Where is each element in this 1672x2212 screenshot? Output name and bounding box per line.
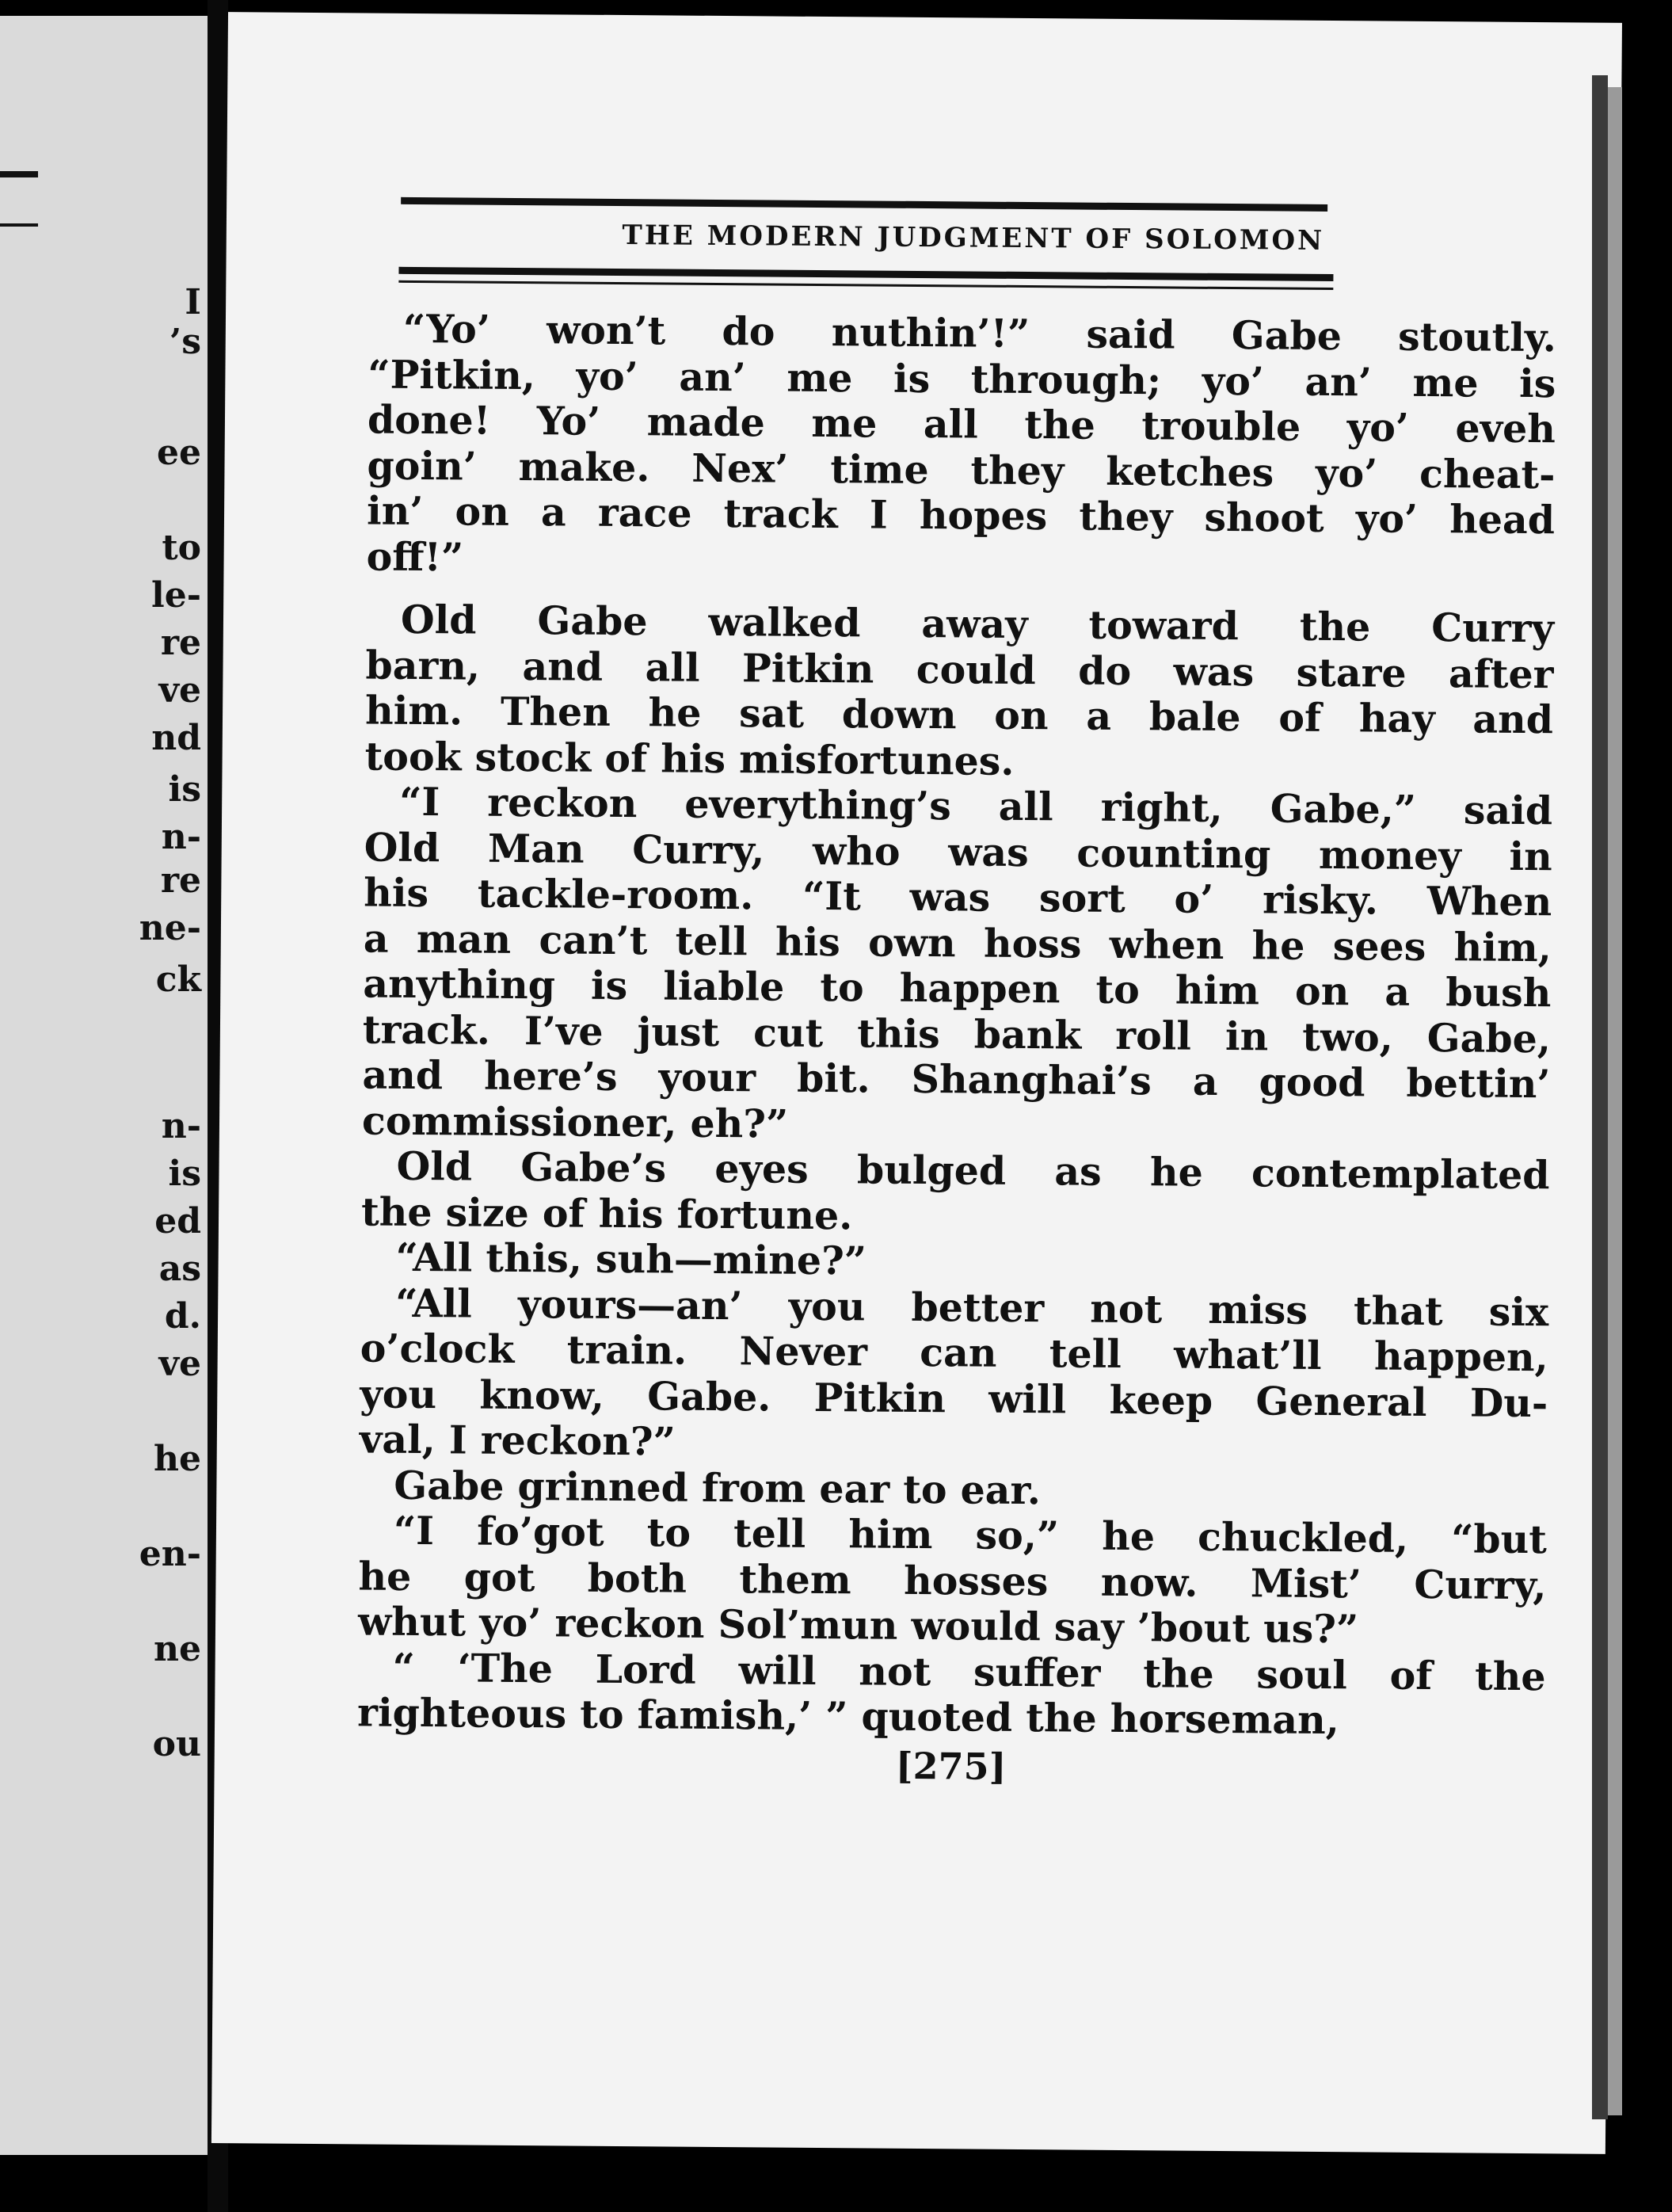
paragraph [366, 306, 1556, 589]
text-line: val, I reckon?” [359, 1416, 676, 1465]
left-page-fragment: n- [161, 817, 201, 857]
body-text [356, 306, 1556, 1794]
text-line: Old Man Curry, who was counting money in [364, 823, 1552, 879]
left-page-fragment: n- [161, 1106, 201, 1146]
page-number: [275] [895, 1744, 1007, 1788]
left-page-fragment: ee [157, 433, 201, 473]
text-line: “ ‘The Lord will not suffer the soul of the [392, 1644, 1546, 1699]
text-line: him. Then he sat down on a bale of hay and [364, 687, 1554, 743]
text-line: Old Gabe’s eyes bulged as he contemplated [396, 1142, 1550, 1199]
text-line: “All yours—an’ you better not miss that six [395, 1280, 1549, 1335]
text-line: whut yo’ reckon Sol’mun would say ’bout us?” [357, 1598, 1359, 1653]
left-page-fragment: ck [155, 959, 201, 1000]
left-page-fragment: ’s [169, 322, 201, 362]
paragraph [362, 779, 1553, 1153]
text-line: he got both them hosses now. Mist’ Curry, [358, 1552, 1547, 1608]
page-edge [1608, 87, 1622, 2115]
text-line: you know, Gabe. Pitkin will keep General Du- [360, 1370, 1548, 1426]
text-line: “All this, suh—mine?” [395, 1234, 867, 1284]
text-line: and here’s your bit. Shanghai’s a good bettin’ [362, 1051, 1551, 1108]
text-line: track. I’ve just cut this bank roll in two, Gabe, [362, 1005, 1552, 1062]
text-line: goin’ make. Nex’ time they ketches yo’ cheat- [367, 441, 1556, 498]
text-line: “I reckon everything’s all right, Gabe,” said [398, 778, 1553, 834]
text-line: anything is liable to happen to him on a bush [363, 960, 1552, 1016]
left-page-fragment: le- [151, 575, 201, 616]
paragraph [360, 1280, 1549, 1472]
page-edge-shadow [1592, 75, 1608, 2119]
left-page-fragment: he [154, 1439, 201, 1479]
text-line: “I fo’got to tell him so,” he chuckled, “but [393, 1507, 1548, 1563]
left-page-fragment: is [168, 1154, 201, 1194]
left-page-fragment: ve [158, 1344, 201, 1384]
text-line: off!” [366, 532, 464, 580]
left-page-fragment: I [185, 282, 201, 322]
left-page-fragment: nd [151, 718, 201, 758]
header-bottom-rule-thick [398, 267, 1333, 281]
paragraph [357, 1645, 1546, 1745]
left-page-fragment: ne- [139, 908, 201, 948]
text-line: done! Yo’ made me all the trouble yo’ eveh [367, 396, 1556, 452]
paragraph [358, 1508, 1547, 1653]
left-page-fragment: ve [158, 670, 201, 711]
text-line: his tackle-room. “It was sort o’ risky. When [364, 869, 1552, 925]
text-line: commissioner, eh?” [361, 1096, 789, 1147]
left-page-fragment: ou [152, 1724, 201, 1764]
text-line: barn, and all Pitkin could do was stare after [365, 641, 1554, 697]
left-page-fragment: as [158, 1249, 201, 1289]
header-bottom-rule-thin [398, 280, 1333, 290]
left-page-fragment: ed [154, 1201, 201, 1241]
paragraph [364, 597, 1554, 788]
left-page-fragment: is [168, 769, 201, 810]
left-page-fragment: re [160, 623, 201, 663]
left-page-fragment: to [162, 528, 201, 568]
left-page-fragment: d. [164, 1296, 201, 1337]
text-line: “Yo’ won’t do nuthin’!” said Gabe stoutly. [402, 305, 1557, 361]
text-line: Gabe grinned from ear to ear. [394, 1462, 1042, 1513]
left-page-rule [0, 223, 38, 227]
paragraph [361, 1143, 1550, 1244]
left-page-fragment: re [160, 860, 201, 901]
left-page-rule [0, 171, 38, 177]
text-line: the size of his fortune. [360, 1188, 853, 1238]
book-page [211, 12, 1622, 2154]
text-line: Old Gabe walked away toward the Curry [400, 596, 1555, 652]
text-line: took stock of his misfortunes. [364, 732, 1015, 784]
text-line: o’clock train. Never can tell what’ll happen, [360, 1325, 1548, 1381]
left-page-fragment: en- [139, 1534, 201, 1574]
left-page-edge [0, 16, 208, 2155]
text-line: “Pitkin, yo’ an’ me is through; yo’ an’ me is [368, 350, 1556, 406]
text-line: righteous to famish,’ ” quoted the horseman, [356, 1689, 1340, 1744]
text-line: a man can’t tell his own hoss when he sees him, [363, 914, 1552, 971]
text-line: in’ on a race track I hopes they shoot yo’ head [366, 487, 1556, 543]
header-top-rule [401, 197, 1327, 212]
running-head: THE MODERN JUDGMENT OF SOLOMON [622, 219, 1325, 257]
left-page-fragment: ne [154, 1629, 201, 1669]
